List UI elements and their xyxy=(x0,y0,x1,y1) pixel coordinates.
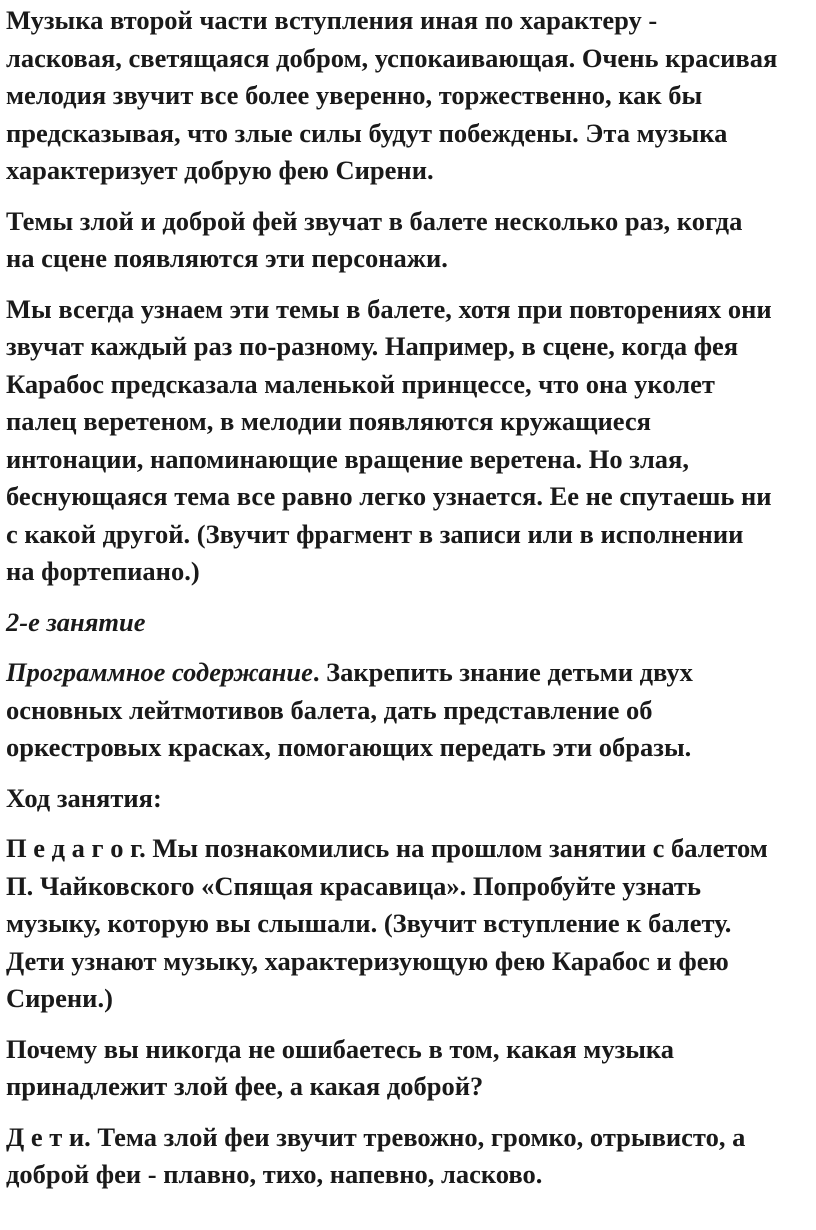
text-line: музыку, которую вы слышали. (Звучит вступление к балету. xyxy=(6,908,732,938)
text-line: предсказывая, что злые силы будут побеждены. Эта музыка xyxy=(6,117,728,148)
paragraph-teacher xyxy=(6,830,810,1018)
text-line: принадлежит злой фее, а какая доброй? xyxy=(6,1071,484,1101)
paragraph-program-content xyxy=(6,654,810,767)
program-content-label: Программное содержание xyxy=(6,657,313,687)
text-line: П е д а г о г. Мы познакомились на прошлом занятии с балетом xyxy=(6,833,768,863)
text-line: Мы всегда узнаем эти темы в балете, хотя при повторениях они xyxy=(6,293,772,324)
text-line: П. Чайковского «Спящая красавица». Попробуйте узнать xyxy=(6,870,701,901)
paragraph-themes-repeat xyxy=(6,203,810,278)
text-line: на сцене появляются эти персонажи. xyxy=(6,243,448,273)
text-line: Сирени.) xyxy=(6,983,113,1013)
text-line: звучат каждый раз по-разному. Например, в сцене, когда фея xyxy=(6,331,739,361)
text-line: оркестровых красках, помогающих передать эти образы. xyxy=(6,732,692,762)
paragraph-question xyxy=(6,1031,810,1106)
text-line: мелодия звучит все более уверенно, торжественно, как бы xyxy=(6,80,703,110)
text-line: доброй феи - плавно, тихо, напевно, ласково. xyxy=(6,1159,543,1189)
text-line: Карабос предсказала маленькой принцессе, что она уколет xyxy=(6,368,715,399)
section-heading xyxy=(6,604,810,642)
text-line: ласковая, светящаяся добром, успокаивающая. Очень красивая xyxy=(6,42,778,73)
text-line: Дети узнают музыку, характеризующую фею Карабос и фею xyxy=(6,945,729,976)
text-line: на фортепиано.) xyxy=(6,556,200,586)
text-line: основных лейтмотивов балета, дать представление об xyxy=(6,694,653,725)
text-line: интонации, напоминающие вращение веретена. Но злая, xyxy=(6,443,690,474)
paragraph-children-answer xyxy=(6,1119,810,1194)
text-line: Ход занятия: xyxy=(6,782,162,813)
text-line: с какой другой. (Звучит фрагмент в записи или в исполнении xyxy=(6,518,744,549)
text-line: . Закрепить знание детьми двух xyxy=(312,657,693,687)
paragraph-lesson-flow xyxy=(6,780,810,818)
text-line: Музыка второй части вступления иная по характеру - xyxy=(6,5,658,35)
paragraph-recognize-themes xyxy=(6,291,810,591)
text-line: Темы злой и доброй фей звучат в балете несколько раз, когда xyxy=(6,205,743,236)
text-line: палец веретеном, в мелодии появляются кружащиеся xyxy=(6,406,651,436)
text-line: характеризует добрую фею Сирени. xyxy=(6,155,434,185)
paragraph-second-part-music xyxy=(6,2,810,190)
text-line: беснующаяся тема все равно легко узнается. Ее не спутаешь ни xyxy=(6,481,772,511)
lesson-heading: 2-е занятие xyxy=(6,606,146,637)
text-line: Д е т и. Тема злой феи звучит тревожно, громко, отрывисто, а xyxy=(6,1121,746,1152)
text-line: Почему вы никогда не ошибаетесь в том, какая музыка xyxy=(6,1033,675,1064)
